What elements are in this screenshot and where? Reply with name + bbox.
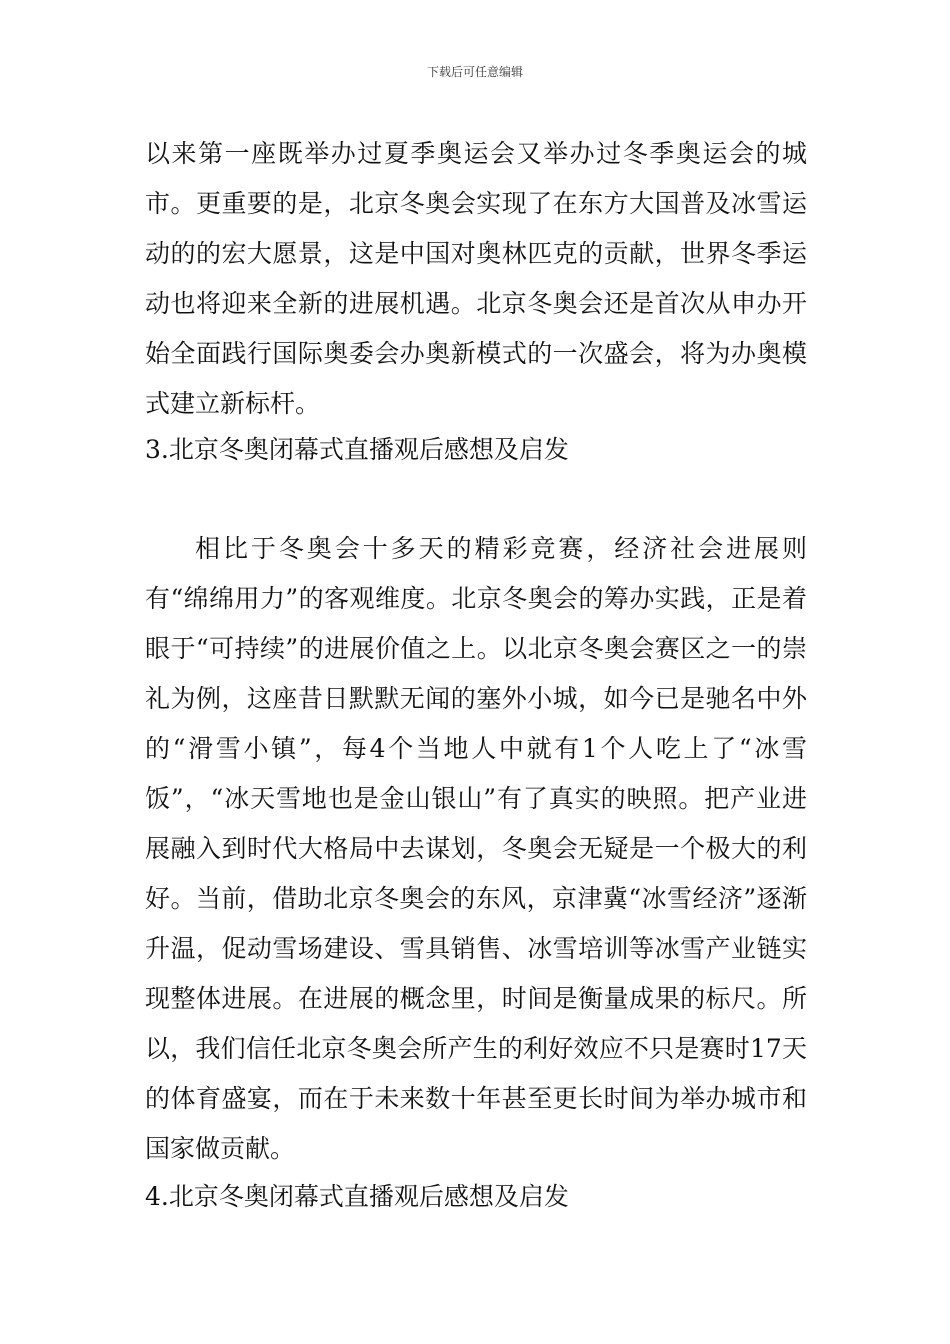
paragraph-text: 以来第一座既举办过夏季奥运会又举办过冬季奥运会的城市。更重要的是，北京冬奥会实现了在东方大国普及冰雪运动的的宏大愿景，这是中国对奥林匹克的贡献，世界冬季运动也将迎来全新的进展机遇。北京冬奥会还是首次从申办开始全面践行国际奥委会办奥新模式的一次盛会，将为办奥模式建立新标杆。 xyxy=(145,139,807,418)
body-paragraph-1 xyxy=(145,129,807,429)
section-heading-3: 3.北京冬奥闭幕式直播观后感想及启发 xyxy=(145,435,569,464)
body-paragraph-2 xyxy=(145,524,807,1174)
page-header-note: 下载后可任意编辑 xyxy=(426,65,523,79)
section-heading-4: 4.北京冬奥闭幕式直播观后感想及启发 xyxy=(145,1182,569,1211)
paragraph-text: 相比于冬奥会十多天的精彩竞赛，经济社会进展则有“绵绵用力”的客观维度。北京冬奥会的筹办实践，正是着眼于“可持续”的进展价值之上。以北京冬奥会赛区之一的崇礼为例，这座昔日默默无闻的塞外小城，如今已是驰名中外的“滑雪小镇”，每4个当地人中就有1个人吃上了“冰雪饭”，“冰天雪地也是金山银山”有了真实的映照。把产业进展融入到时代大格局中去谋划，冬奥会无疑是一个极大的利好。当前，借助北京冬奥会的东风，京津冀“冰雪经济”逐渐升温，促动雪场建设、雪具销售、冰雪培训等冰雪产业链实现整体进展。在进展的概念里，时间是衡量成果的标尺。所以，我们信任北京冬奥会所产生的利好效应不只是赛时17天的体育盛宴，而在于未来数十年甚至更长时间为举办城市和国家做贡献。 xyxy=(145,534,807,1163)
